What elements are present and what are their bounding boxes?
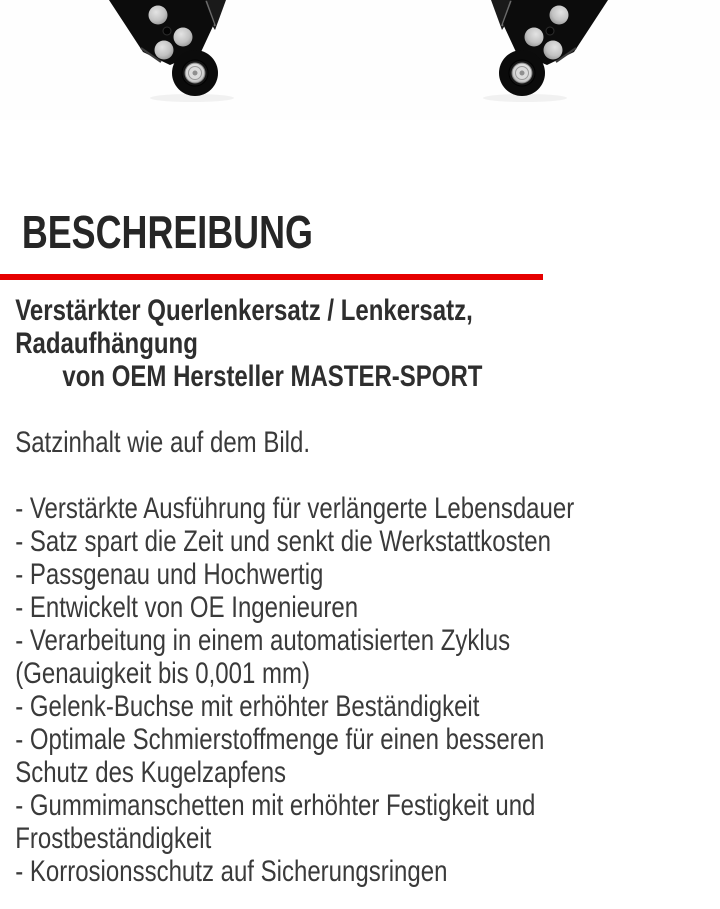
feature-line: - Satz spart die Zeit und senkt die Werkstattkosten [15, 525, 552, 558]
feature-line: - Verstärkte Ausführung für verlängerte Lebensdauer [15, 492, 575, 525]
feature-line: - Korrosionsschutz auf Sicherungsringen [15, 855, 448, 888]
intro-line-2: Radaufhängung [15, 327, 198, 360]
subtitle: Satzinhalt wie auf dem Bild. [15, 426, 311, 459]
feature-line: - Gummimanschetten mit erhöhter Festigkeit und [15, 789, 536, 822]
control-arm-right-image [483, 0, 608, 102]
feature-line: - Verarbeitung in einem automatisierten Zyklus [15, 624, 511, 657]
description-body [0, 294, 712, 888]
description-heading: BESCHREIBUNG [21, 206, 313, 258]
control-arm-left-image [109, 0, 234, 102]
intro-line-1: Verstärkter Querlenkersatz / Lenkersatz, [15, 294, 473, 327]
blank-line [15, 393, 712, 426]
product-photo [0, 0, 720, 120]
feature-line: Frostbeständigkeit [15, 822, 212, 855]
feature-line: - Passgenau und Hochwertig [15, 558, 324, 591]
feature-line: (Genauigkeit bis 0,001 mm) [15, 657, 310, 690]
intro-line-3: von OEM Hersteller MASTER-SPORT [62, 360, 483, 393]
control-arms-image [0, 0, 720, 120]
feature-line: - Optimale Schmierstoffmenge für einen besseren [15, 723, 545, 756]
blank-line [15, 459, 712, 492]
feature-line: - Gelenk-Buchse mit erhöhter Beständigkeit [15, 690, 480, 723]
feature-line: Schutz des Kugelzapfens [15, 756, 287, 789]
feature-line: - Entwickelt von OE Ingenieuren [15, 591, 359, 624]
red-divider [0, 274, 543, 280]
